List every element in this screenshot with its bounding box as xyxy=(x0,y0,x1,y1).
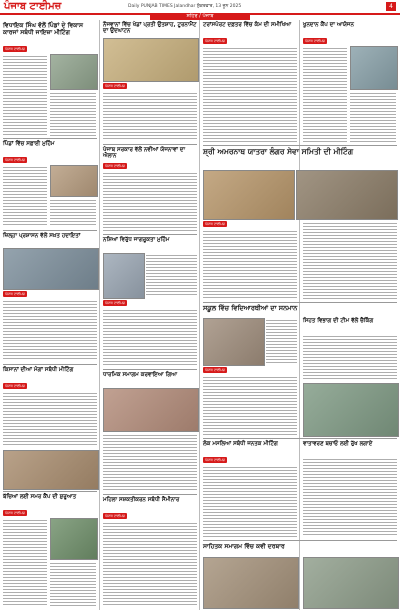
byline-tag: ਪੰਜਾਬ ਟਾਈਮਜ਼ xyxy=(5,511,25,515)
rule xyxy=(103,144,197,145)
byline-tag: ਪੰਜਾਬ ਟਾਈਮਜ਼ xyxy=(105,301,125,305)
article-text xyxy=(203,375,297,435)
article-text xyxy=(103,521,197,606)
byline-tag: ਪੰਜਾਬ ਟਾਈਮਜ਼ xyxy=(5,292,25,296)
news-photo xyxy=(3,248,99,290)
byline-tag: ਪੰਜਾਬ ਟਾਈਮਜ਼ xyxy=(105,84,125,88)
rule xyxy=(103,369,197,370)
article-text xyxy=(50,198,96,227)
byline-tag: ਪੰਜਾਬ ਟਾਈਮਜ਼ xyxy=(205,222,225,226)
news-photo xyxy=(103,388,199,432)
column-divider xyxy=(99,20,100,610)
headline: ਮਹਿਲਾ ਸਸ਼ਕਤੀਕਰਨ ਸਬੰਧੀ ਸੈਮੀਨਾਰ xyxy=(103,497,180,503)
article-text xyxy=(303,221,397,299)
byline-tag: ਪੰਜਾਬ ਟਾਈਮਜ਼ xyxy=(205,368,225,372)
rule xyxy=(203,438,397,439)
headline: ਬੱਚਿਆਂ ਲਈ ਸਮਰ ਕੈਂਪ ਦੀ ਸ਼ੁਰੂਆਤ xyxy=(3,494,77,500)
rule xyxy=(103,234,197,235)
rule xyxy=(103,494,197,495)
news-photo xyxy=(50,518,98,560)
rule xyxy=(3,230,97,231)
byline-tag: ਪੰਜਾਬ ਟਾਈਮਜ਼ xyxy=(105,514,125,518)
byline-tag: ਪੰਜਾਬ ਟਾਈਮਜ਼ xyxy=(105,164,125,168)
headline: ਪਿੰਡਾਂ ਵਿੱਚ ਸਫ਼ਾਈ ਮੁਹਿੰਮ xyxy=(3,141,55,147)
article-text xyxy=(303,457,397,537)
article-text xyxy=(303,46,347,142)
article-text xyxy=(3,299,97,361)
portrait-photo xyxy=(103,253,145,299)
article-text xyxy=(203,46,297,142)
headline: ਕਿਸਾਨਾਂ ਦੀਆਂ ਮੰਗਾਂ ਸਬੰਧੀ ਮੀਟਿੰਗ xyxy=(3,367,74,373)
rule xyxy=(203,302,397,303)
byline-tag: ਪੰਜਾਬ ਟਾਈਮਜ਼ xyxy=(205,458,225,462)
headline: ਸਾਹਿਤਕ ਸਮਾਗਮ ਵਿੱਚ ਕਵੀ ਦਰਬਾਰ xyxy=(203,543,285,550)
news-photo xyxy=(50,54,98,90)
article-text xyxy=(3,165,47,227)
rule xyxy=(203,540,397,541)
headline: ਲੋਕ ਮਸਲਿਆਂ ਸਬੰਧੀ ਜਨਤਕ ਮੀਟਿੰਗ xyxy=(203,441,278,447)
article-text xyxy=(103,308,197,366)
byline-tag: ਪੰਜਾਬ ਟਾਈਮਜ਼ xyxy=(305,39,325,43)
byline-tag: ਪੰਜਾਬ ਟਾਈਮਜ਼ xyxy=(205,39,225,43)
news-photo xyxy=(296,170,398,220)
news-photo xyxy=(303,557,399,609)
newspaper-logo: ਪੰਜਾਬ ਟਾਈਮਜ਼ xyxy=(4,1,62,12)
article-text xyxy=(103,171,197,231)
byline-tag: ਪੰਜਾਬ ਟਾਈਮਜ਼ xyxy=(5,47,25,51)
date-line: Daily PUNJAB TIMES Jalandhar ਸ਼ੁੱਕਰਵਾਰ, 13 ਜੂਨ 2025 xyxy=(128,4,242,9)
byline-tag: ਪੰਜਾਬ ਟਾਈਮਜ਼ xyxy=(5,384,25,388)
article-text xyxy=(146,253,197,297)
news-photo xyxy=(350,46,398,90)
column-divider xyxy=(299,20,300,610)
page-number: 4 xyxy=(386,2,396,11)
news-photo xyxy=(103,38,199,82)
headline-large: ਸ਼੍ਰੀ ਅਮਰਨਾਥ ਯਾਤਰਾ ਲੰਗਰ ਸੇਵਾ ਸਮਿਤੀ ਦੀ ਮੀਟਿੰਗ xyxy=(203,147,354,156)
news-photo xyxy=(3,450,99,490)
rule xyxy=(3,491,97,492)
article-text xyxy=(103,433,197,491)
article-text xyxy=(3,391,97,447)
article-text xyxy=(350,91,396,142)
article-text xyxy=(203,465,297,537)
rule xyxy=(203,145,397,146)
headline: ਵਾਤਾਵਰਣ ਬਚਾਓ ਲਈ ਰੁੱਖ ਲਗਾਏ xyxy=(303,441,373,447)
rule xyxy=(3,138,97,139)
article-text xyxy=(3,518,47,606)
headline: ਧਾਰਮਿਕ ਸਮਾਗਮ ਕਰਵਾਇਆ ਗਿਆ xyxy=(103,372,178,378)
headline: ਜ਼ਿਲ੍ਹਾ ਪ੍ਰਸ਼ਾਸਨ ਵੱਲੋਂ ਸਖ਼ਤ ਹਦਾਇਤਾਂ xyxy=(3,233,81,239)
news-photo xyxy=(203,557,299,609)
headline: ਨਸ਼ਿਆਂ ਵਿਰੁੱਧ ਜਾਗਰੂਕਤਾ ਮੁਹਿੰਮ xyxy=(103,237,170,243)
headline: ਸਕੂਲ ਵਿੱਚ ਵਿਦਿਆਰਥੀਆਂ ਦਾ ਸਨਮਾਨ xyxy=(203,304,298,312)
article-text xyxy=(203,229,297,299)
column-divider xyxy=(199,20,200,610)
article-text xyxy=(50,561,96,606)
headline: ਵਿਧਾਇਕ ਸਿੰਘ ਵੱਲੋਂ ਪਿੰਡਾਂ ਦੇ ਵਿਕਾਸ ਕਾਰਜਾਂ ਸਬੰਧੀ ਜਾਇਜ਼ਾ ਮੀਟਿੰਗ xyxy=(3,22,84,37)
byline-tag: ਪੰਜਾਬ ਟਾਈਮਜ਼ xyxy=(5,158,25,162)
article-text xyxy=(50,91,96,136)
news-photo xyxy=(50,165,98,197)
headline: ਪੰਜਾਬ ਸਰਕਾਰ ਵੱਲੋਂ ਨਵੀਆਂ ਯੋਜਨਾਵਾਂ ਦਾ ਐਲਾਨ xyxy=(103,147,186,160)
article-text xyxy=(266,318,297,364)
headline: ਖੂਨਦਾਨ ਕੈਂਪ ਦਾ ਆਯੋਜਨ xyxy=(303,22,354,28)
headline: ਨੌਜਵਾਨਾਂ ਵਿੱਚ ਖੇਡਾਂ ਪ੍ਰਤੀ ਉਤਸ਼ਾਹ, ਟੂਰਨਾਮੈਂਟ ਦਾ ਉਦਘਾਟਨ xyxy=(103,22,197,35)
article-text xyxy=(103,91,197,141)
news-photo xyxy=(203,170,295,220)
section-label: ਸ਼ਹਿਰ / ਪੰਜਾਬ xyxy=(150,13,250,20)
article-text xyxy=(303,334,397,380)
news-photo xyxy=(303,383,399,437)
headline: ਸਿਹਤ ਵਿਭਾਗ ਦੀ ਟੀਮ ਵੱਲੋਂ ਚੈਕਿੰਗ xyxy=(303,318,374,324)
headline: ਟਰਾਂਸਪੋਰਟ ਦਫ਼ਤਰ ਵਿੱਚ ਕੰਮ ਦੀ ਸਮੀਖਿਆ xyxy=(203,22,292,28)
rule xyxy=(3,364,97,365)
article-text xyxy=(3,54,47,136)
news-photo xyxy=(203,318,265,366)
